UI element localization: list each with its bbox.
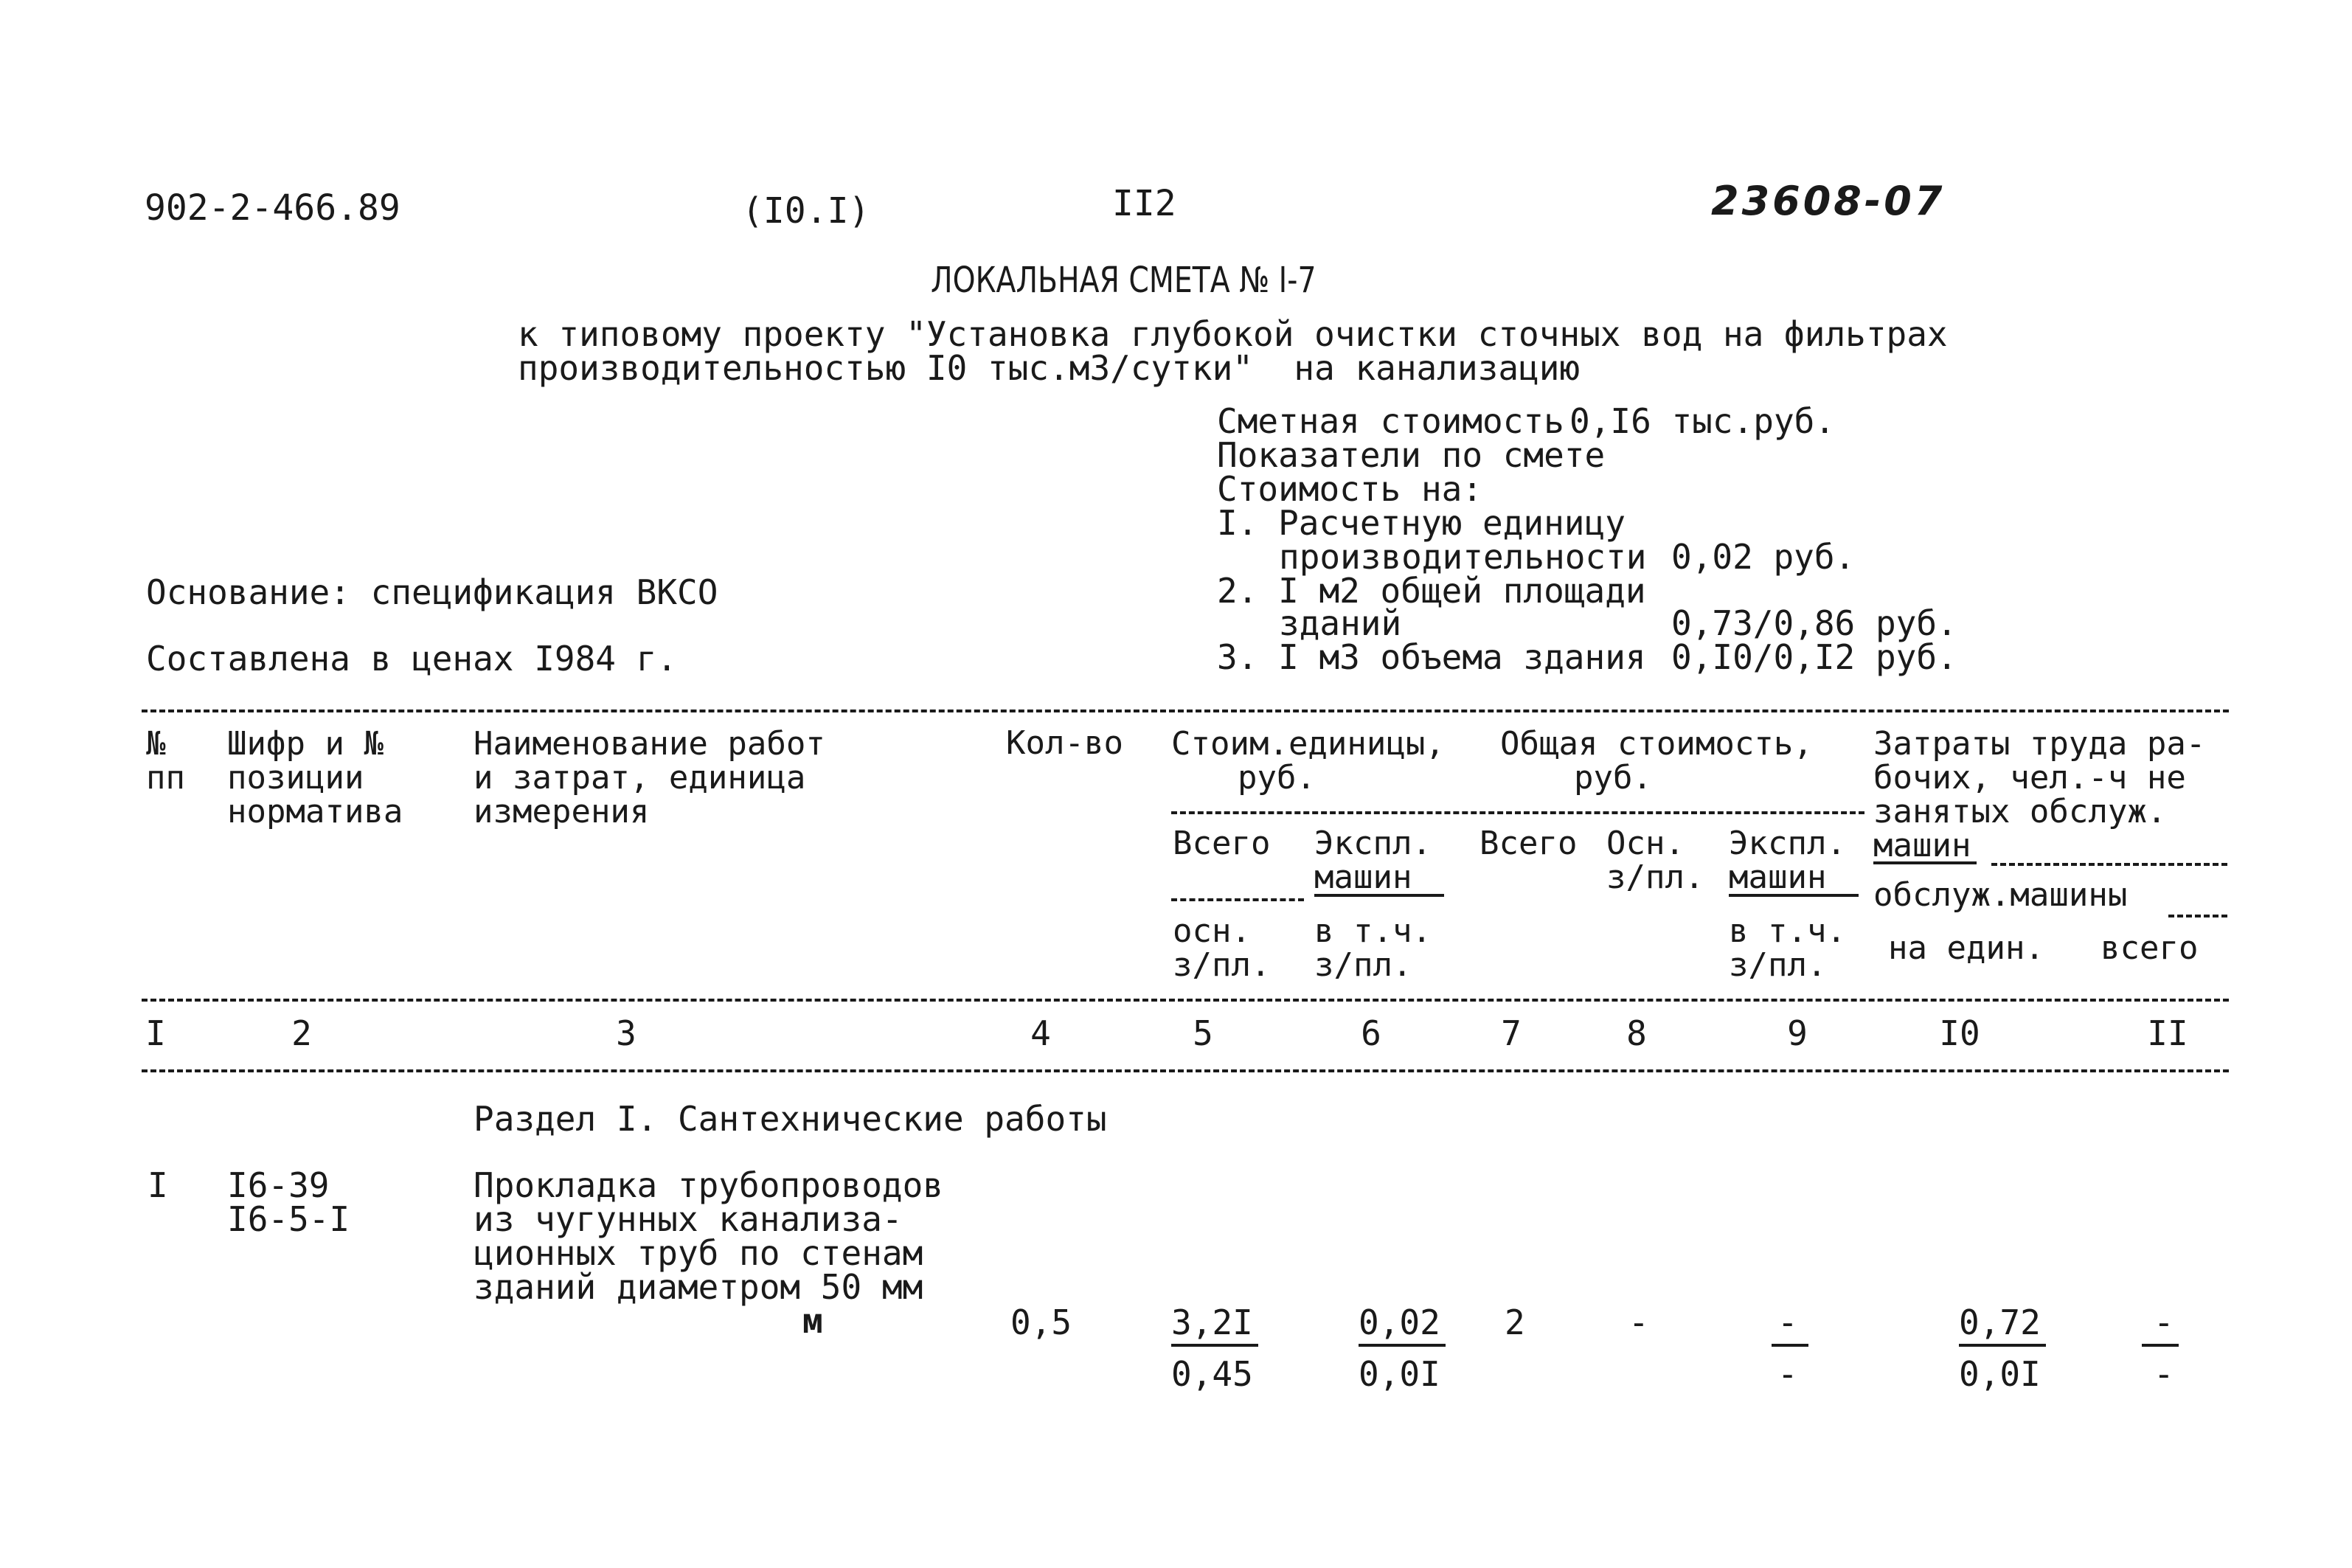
- col-number-2: 2: [291, 1013, 312, 1053]
- col1011-machine-underline: [1873, 861, 1977, 864]
- section-title: Раздел I. Сантехнические работы: [473, 1099, 1107, 1139]
- col9-header-bottom: в т.ч. з/пл.: [1729, 912, 1846, 984]
- col6-header-bottom: в т.ч. з/пл.: [1314, 912, 1432, 984]
- header-bottom-rule: [142, 999, 2229, 1002]
- indicator-3-line-1: 3. I м3 объема здания: [1217, 637, 1646, 677]
- labor-total-machines: -: [2154, 1354, 2174, 1394]
- row-unit: м: [802, 1301, 823, 1341]
- total-machines-underline: [1772, 1344, 1808, 1347]
- col-number-9: 9: [1787, 1013, 1808, 1053]
- document-title: ЛОКАЛЬНАЯ СМЕТА № I-7: [931, 260, 1317, 301]
- labor-unit-machines: 0,0I: [1959, 1354, 2041, 1394]
- col-number-3: 3: [616, 1013, 636, 1053]
- col-number-4: 4: [1030, 1013, 1051, 1053]
- indicator-1-line-2: производительности: [1279, 537, 1647, 577]
- table-top-rule: [142, 710, 2229, 712]
- total-wage: -: [1628, 1302, 1649, 1342]
- col8-header-top: Осн.: [1606, 825, 1685, 862]
- row-name-4: зданий диаметром 50 мм: [473, 1267, 923, 1307]
- unit-machines-underline: [1359, 1344, 1446, 1347]
- total-machines-wage: -: [1777, 1354, 1798, 1394]
- col6-header-top: Экспл.: [1314, 825, 1432, 862]
- labor-total: -: [2154, 1302, 2174, 1342]
- sub-underline-5: [1171, 898, 1304, 901]
- col11-header: всего: [2101, 929, 2199, 967]
- col-number-5: 5: [1193, 1013, 1213, 1053]
- col5-header-top: Всего: [1173, 825, 1271, 862]
- col8-header-bottom: з/пл.: [1606, 858, 1704, 896]
- prices-text: Составлена в ценах I984 г.: [146, 639, 678, 679]
- estimated-cost-label: Сметная стоимость: [1217, 401, 1564, 441]
- sub-underline-1011: [1991, 863, 2227, 866]
- subtitle-line-2: производительностью I0 тыс.м3/сутки" на канализацию: [518, 348, 1581, 388]
- subtitle-line-1: к типовому проекту "Установка глубокой очистки сточных вод на фильтрах: [518, 314, 1948, 354]
- row-code-1: I6-39: [227, 1165, 330, 1205]
- indicator-3-value: 0,I0/0,I2 руб.: [1671, 637, 1957, 677]
- indicator-1-value: 0,02 руб.: [1671, 537, 1856, 577]
- col5-header-bottom: осн. з/пл.: [1173, 912, 1271, 984]
- labor-unit: 0,72: [1959, 1302, 2041, 1342]
- col7-header: Всего: [1479, 825, 1578, 862]
- col1011-group-header: Затраты труда ра- бочих, чел.-ч не занятых обслуж. машин: [1873, 725, 2206, 864]
- row-code-2: I6-5-I: [227, 1199, 350, 1239]
- indicator-2-line-1: 2. I м2 общей площади: [1217, 571, 1646, 611]
- row-name-3: ционных труб по стенам: [473, 1233, 923, 1273]
- indicator-2-value: 0,73/0,86 руб.: [1671, 603, 1957, 643]
- group-underline: [1171, 811, 1864, 814]
- unit-machines-wage: 0,0I: [1359, 1354, 1440, 1394]
- section-number: (I0.I): [742, 190, 870, 232]
- unit-total: 3,2I: [1171, 1302, 1253, 1342]
- row-name-1: Прокладка трубопроводов: [473, 1165, 943, 1205]
- col2-header: Шифр и № позиции норматива: [227, 725, 403, 830]
- inventory-number: 23608-07: [1711, 178, 1946, 224]
- row-number: I: [148, 1165, 168, 1205]
- estimated-cost-value: 0,I6 тыс.руб.: [1569, 401, 1836, 441]
- col9-underline: [1729, 894, 1859, 897]
- total-machines: -: [1777, 1302, 1798, 1342]
- col6-underline: [1314, 894, 1444, 897]
- unit-machines: 0,02: [1359, 1302, 1440, 1342]
- col9-header-mid: машин: [1729, 858, 1827, 896]
- col-number-7: 7: [1501, 1013, 1522, 1053]
- unit-wage: 0,45: [1171, 1354, 1253, 1394]
- row-quantity: 0,5: [1010, 1302, 1072, 1342]
- col6-header-mid: машин: [1314, 858, 1412, 896]
- basis-text: Основание: спецификация ВКСО: [146, 572, 718, 612]
- labor-unit-underline: [1959, 1344, 2046, 1347]
- col4-header: Кол-во: [1006, 724, 1123, 762]
- cost-for-label: Стоимость на:: [1217, 469, 1483, 509]
- col-number-11: II: [2147, 1013, 2188, 1053]
- labor-total-underline: [2142, 1344, 2179, 1347]
- indicator-2-line-2: зданий: [1279, 603, 1402, 643]
- col56-group-header: Стоим.единицы, руб.: [1171, 725, 1445, 797]
- col1011-sub-header: обслуж.машины: [1873, 876, 2128, 914]
- sub-underline-1011b: [2168, 915, 2227, 917]
- indicators-label: Показатели по смете: [1217, 435, 1606, 475]
- project-code: 902-2-466.89: [145, 187, 400, 229]
- col-number-1: I: [145, 1013, 166, 1053]
- page-number: II2: [1112, 183, 1176, 224]
- col3-header: Наименование работ и затрат, единица измерения: [473, 725, 825, 830]
- col9-header-top: Экспл.: [1729, 825, 1846, 862]
- col789-group-header: Общая стоимость, руб.: [1500, 725, 1813, 797]
- row-name-2: из чугунных канализа-: [473, 1199, 903, 1239]
- col1-header: № пп: [146, 725, 185, 797]
- total-cost: 2: [1505, 1302, 1525, 1342]
- col-number-8: 8: [1626, 1013, 1647, 1053]
- col-number-6: 6: [1361, 1013, 1381, 1053]
- col-number-10: I0: [1939, 1013, 1980, 1053]
- numbers-bottom-rule: [142, 1069, 2229, 1072]
- col10-header: на един.: [1888, 929, 2044, 967]
- indicator-1-line-1: I. Расчетную единицу: [1217, 503, 1626, 543]
- unit-total-underline: [1171, 1344, 1258, 1347]
